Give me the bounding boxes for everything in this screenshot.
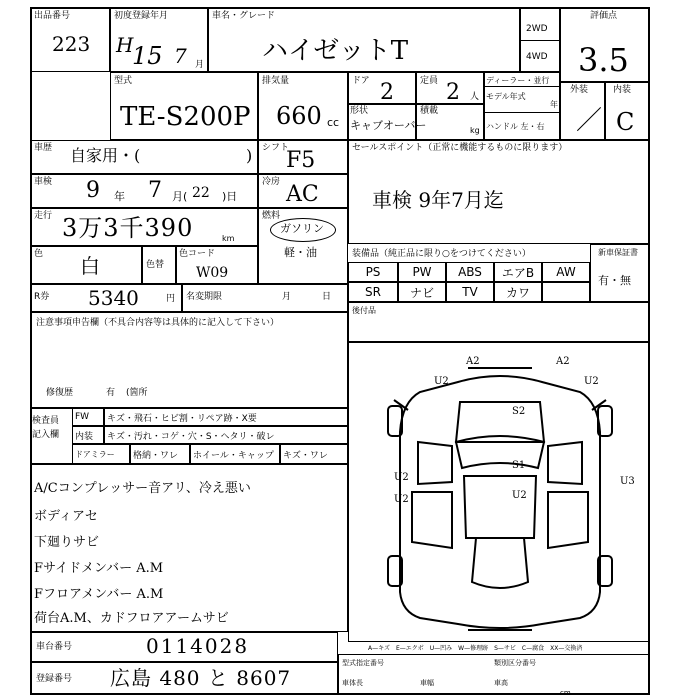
diagram-mark-u3: U3: [620, 476, 635, 487]
registration-label: 登録番号: [36, 674, 73, 684]
mileage-label: 走行: [34, 211, 53, 221]
color-label: 色: [34, 249, 44, 259]
lot-number: 223: [52, 32, 91, 56]
equipment-ps: PS: [348, 262, 398, 282]
shape-value: キャブオーバー: [350, 119, 427, 132]
inspection-month: 7: [148, 178, 162, 203]
equipment-leather: カワ: [494, 282, 542, 302]
displacement-value: 660: [276, 102, 322, 130]
interior-label: 内装: [613, 85, 632, 95]
interior-grade: C: [616, 108, 635, 136]
displacement-label: 排気量: [262, 76, 290, 86]
repair-history-value: 有: [106, 388, 116, 398]
lot-label: 出品番号: [34, 11, 71, 21]
first-reg-label: 初度登録年月: [114, 11, 169, 21]
remark-line-3: 下廻りサビ: [34, 535, 100, 550]
fuel-diesel: 軽・油: [284, 246, 317, 259]
damage-legend: A—キズ E—エクボ U—凹み W—修理跡 S—サビ C—腐食 XX—交換済: [368, 645, 583, 652]
diagram-mark-a2-left: A2: [466, 356, 480, 367]
name-change-label: 名変期限: [186, 292, 223, 302]
repair-place-label: (箇所: [126, 388, 148, 398]
cert-label: 型式指定番号: [342, 659, 384, 667]
check-mirror-label: ドアミラー: [72, 444, 130, 464]
remark-line-6: 荷台A.M、カドフロアアームサビ: [34, 611, 229, 626]
first-reg-month-unit: 月: [195, 60, 205, 70]
doors-label: ドア: [352, 76, 370, 86]
month-label: 月: [282, 292, 292, 302]
registration-value: 広島 480 と 8607: [110, 666, 292, 690]
diagram-mark-u2-l1: U2: [394, 472, 409, 483]
km-unit: km: [222, 234, 235, 243]
new-warranty-label: 新車保証書: [598, 248, 638, 257]
yen-unit: 円: [166, 294, 176, 304]
ac-value: AC: [286, 182, 319, 207]
aftermarket-box: [348, 302, 650, 342]
exterior-label: 外装: [570, 85, 589, 95]
dealer-label: ディーラー・並行: [486, 76, 550, 85]
fuel-label: 燃料: [262, 211, 281, 221]
drive-4wd: 4WD: [526, 52, 548, 62]
equipment-pw: PW: [398, 262, 446, 282]
usage-close: ): [246, 146, 253, 165]
equipment-blank: [542, 282, 590, 302]
color-code-label: 色コード: [179, 249, 216, 259]
check-mirror-items: 格納・ワレ: [130, 444, 190, 464]
equipment-sr: SR: [348, 282, 398, 302]
color-value: 白: [80, 254, 100, 278]
shift-value: F5: [286, 148, 316, 173]
diagram-mark-s2: S2: [512, 406, 526, 417]
exterior-grade: ／: [576, 106, 603, 136]
drive-2wd: 2WD: [526, 24, 548, 34]
inspection-day-close: )日: [222, 190, 238, 203]
car-diagram: [348, 342, 650, 642]
usage-value: 自家用・(: [70, 146, 141, 165]
diagram-mark-u2-tr: U2: [584, 376, 599, 387]
repair-history-label: 修復歴: [46, 388, 74, 398]
equipment-label: 装備品（純正品に限り○をつけてください）: [352, 249, 531, 259]
diagram-mark-u2-mid: U2: [512, 490, 527, 501]
model-year-label: モデル年式: [486, 92, 526, 101]
chassis-value: 0114028: [146, 634, 250, 658]
day-label: 日: [322, 292, 332, 302]
first-reg-era: H: [116, 33, 134, 57]
diagram-mark-u2-l2: U2: [394, 494, 409, 505]
inspection-label: 車検: [34, 177, 53, 187]
steering-label: ハンドル 左・右: [486, 122, 545, 131]
check-interior-items: キズ・汚れ・コゲ・穴・S・ヘタリ・破レ: [104, 426, 348, 444]
sales-point-label: セールスポイント（正常に機能するものに限ります）: [352, 143, 568, 153]
check-wheel-label: ホイール・キャップ: [190, 444, 280, 464]
model-value: ハイゼットT: [262, 36, 409, 66]
cc-unit: cc: [327, 116, 340, 129]
inspection-day: 22: [192, 185, 210, 201]
ac-label: 冷房: [262, 177, 281, 187]
chassis-label: 車台番号: [36, 642, 73, 652]
remark-line-4: Fサイドメンバー A.M: [34, 561, 164, 576]
capacity-label: 定員: [420, 76, 439, 86]
equipment-tv: TV: [446, 282, 494, 302]
model-label: 車名・グレード: [212, 11, 276, 21]
year-unit: 年: [550, 100, 558, 109]
equipment-abs: ABS: [446, 262, 494, 282]
type-label: 型式: [114, 76, 133, 86]
doors-value: 2: [380, 80, 394, 105]
score-value: 3.5: [578, 41, 629, 79]
cm-unit: cm: [560, 689, 571, 697]
color-code-value: W09: [196, 265, 229, 281]
kg-unit: kg: [470, 126, 480, 135]
remark-line-2: ボディアセ: [34, 509, 98, 524]
type-value: TE-S200P: [120, 102, 251, 132]
inspection-year: 9: [86, 178, 100, 203]
remark-line-5: Fフロアメンバー A.M: [34, 587, 164, 602]
capacity-unit: 人: [470, 92, 480, 102]
check-fw-items: キズ・飛石・ヒビ割・リペア跡・X要: [104, 408, 348, 426]
diagram-mark-s1: S1: [512, 460, 526, 471]
recycle-label: R券: [34, 292, 50, 302]
equipment-navi: ナビ: [398, 282, 446, 302]
diagram-mark-a2-right: A2: [556, 356, 570, 367]
diagram-mark-u2-tl: U2: [434, 376, 449, 387]
width-label: 車幅: [420, 679, 434, 687]
new-warranty-value: 有・無: [598, 274, 631, 287]
inspector-label: 検査員 記入欄: [32, 416, 60, 440]
fuel-gas: ガソリン: [280, 222, 324, 235]
length-label: 車体長: [342, 679, 363, 687]
equipment-aw: AW: [542, 262, 590, 282]
mileage-value: 3万3千390: [62, 214, 194, 242]
load-label: 積載: [420, 106, 439, 116]
repaint-label: 色替: [146, 260, 165, 270]
check-fw-label: FW: [72, 408, 104, 426]
check-interior-label: 内装: [72, 426, 104, 444]
notes-label: 注意事項申告欄（不具合内容等は具体的に記入して下さい）: [36, 318, 280, 328]
check-wheel-items: キズ・ワレ: [280, 444, 348, 464]
recycle-value: 5340: [88, 286, 139, 310]
class-label: 類別区分番号: [494, 659, 536, 667]
usage-box: [30, 140, 258, 174]
aftermarket-label: 後付品: [352, 306, 376, 315]
first-reg-year: 15: [132, 42, 163, 70]
remark-line-1: A/Cコンプレッサー音アリ、冷え悪い: [34, 481, 251, 496]
inspection-month-unit: 月(: [172, 190, 188, 203]
first-reg-month: 7: [174, 44, 187, 68]
height-label: 車高: [494, 679, 508, 687]
score-label: 評価点: [590, 11, 618, 21]
usage-label: 車歴: [34, 143, 53, 153]
equipment-airbag: エアB: [494, 262, 542, 282]
capacity-value: 2: [446, 80, 460, 105]
inspection-year-unit: 年: [114, 190, 125, 203]
sales-point-text: 車検 9年7月迄: [372, 188, 504, 212]
shape-label: 形状: [350, 106, 369, 116]
shift-label: シフト: [262, 143, 290, 153]
